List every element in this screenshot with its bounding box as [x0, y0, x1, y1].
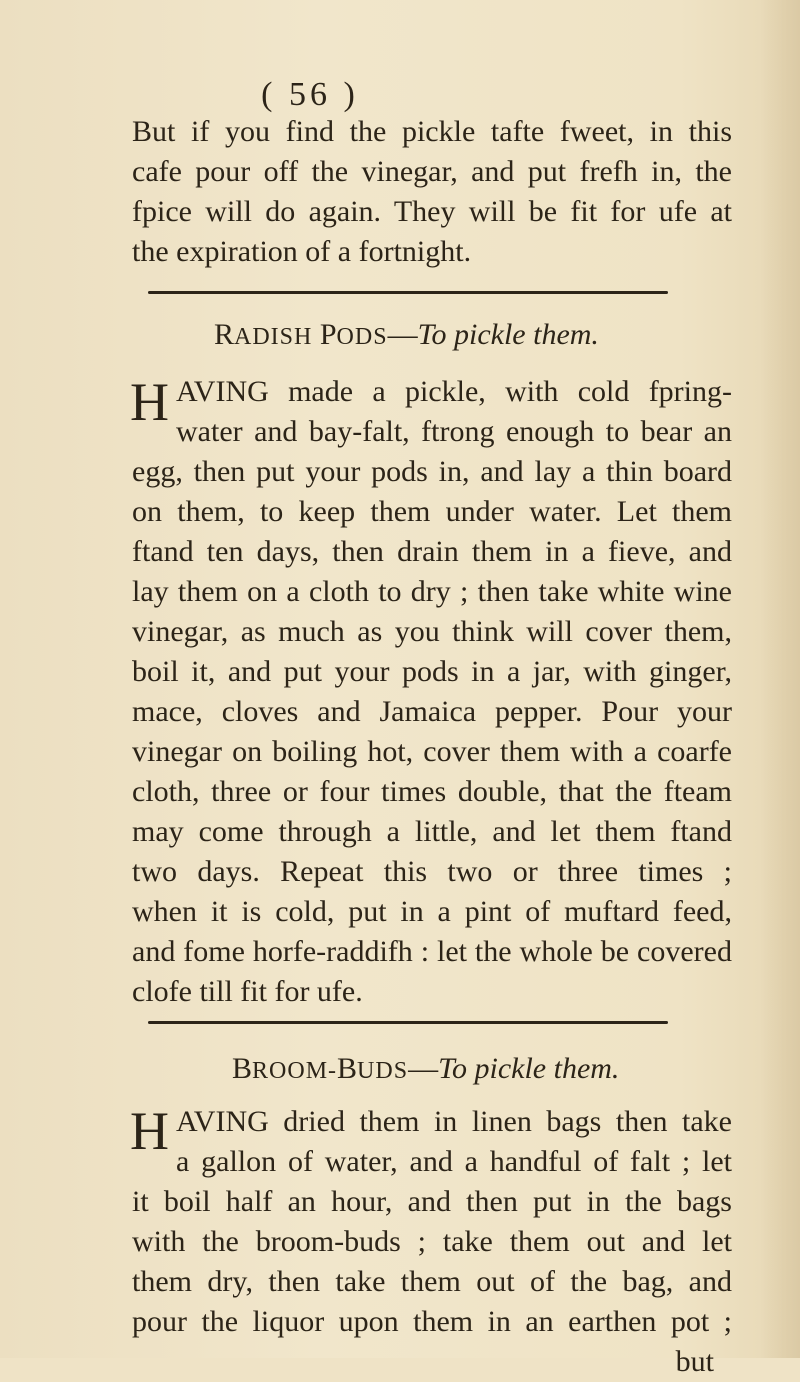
heading-subtitle: To pickle them.	[438, 1052, 620, 1085]
page-number: ( 56 )	[261, 76, 359, 113]
recipe-body-broom-buds	[132, 1102, 732, 1382]
drop-cap: H	[130, 1101, 169, 1161]
section-divider	[148, 291, 668, 294]
section-divider	[148, 1021, 668, 1024]
heading-dash: —	[387, 318, 418, 351]
heading-smallcaps: ODS	[336, 324, 388, 350]
text-line: two days. Repeat this two or three times ;	[132, 855, 732, 888]
heading-initial: R	[214, 318, 235, 351]
text-line: it boil half an hour, and then put in the bags	[132, 1185, 732, 1218]
text-line: ftand ten days, then drain them in a fieve, and	[132, 535, 732, 568]
text-line: with the broom-buds ; take them out and let	[132, 1225, 732, 1258]
text-line: on them, to keep them under water. Let them	[132, 495, 732, 528]
text-line: AVING made a pickle, with cold fpring-	[176, 375, 732, 408]
text-line: cloth, three or four times double, that the fteam	[132, 775, 732, 808]
heading-smallcaps: ROOM-	[252, 1058, 338, 1084]
text-line: boil it, and put your pods in a jar, with ginger,	[132, 655, 732, 688]
intro-paragraph	[132, 112, 732, 272]
text-line: when it is cold, put in a pint of muftard feed,	[132, 895, 732, 928]
text-line: pour the liquor upon them in an earthen pot ;	[132, 1305, 732, 1338]
catchword: but	[675, 1345, 714, 1378]
heading-initial: B	[337, 1052, 358, 1085]
text-line: mace, cloves and Jamaica pepper. Pour your	[132, 695, 732, 728]
text-line: cafe pour off the vinegar, and put frefh in, the	[132, 155, 732, 188]
heading-subtitle: To pickle them.	[417, 318, 599, 351]
text-line: fpice will do again. They will be fit for ufe at	[132, 195, 732, 228]
recipe-heading-broom-buds	[232, 1052, 619, 1086]
heading-initial: B	[232, 1052, 253, 1085]
text-line: But if you find the pickle tafte fweet, in this	[132, 115, 732, 148]
text-line: vinegar, as much as you think will cover them,	[132, 615, 732, 648]
heading-dash: —	[408, 1052, 439, 1085]
heading-initial: P	[319, 318, 337, 351]
text-line: the expiration of a fortnight.	[132, 235, 472, 268]
recipe-heading-radish-pods	[214, 318, 599, 352]
text-line: may come through a little, and let them ftand	[132, 815, 732, 848]
text-line: water and bay-falt, ftrong enough to bear an	[176, 415, 732, 448]
text-line: AVING dried them in linen bags then take	[176, 1105, 732, 1138]
heading-smallcaps: ADISH	[234, 324, 313, 350]
heading-smallcaps: UDS	[357, 1058, 409, 1084]
recipe-body-radish-pods	[132, 372, 732, 1012]
text-line: lay them on a cloth to dry ; then take white wine	[132, 575, 732, 608]
text-line: and fome horfe-raddifh : let the whole be covered	[132, 935, 732, 968]
text-line: clofe till fit for ufe.	[132, 975, 363, 1008]
text-line: vinegar on boiling hot, cover them with a coarfe	[132, 735, 732, 768]
drop-cap: H	[130, 372, 169, 432]
page-edge-shadow	[760, 0, 800, 1358]
text-line: a gallon of water, and a handful of falt ; let	[176, 1145, 732, 1178]
text-line: them dry, then take them out of the bag, and	[132, 1265, 732, 1298]
text-line: egg, then put your pods in, and lay a thin board	[132, 455, 732, 488]
